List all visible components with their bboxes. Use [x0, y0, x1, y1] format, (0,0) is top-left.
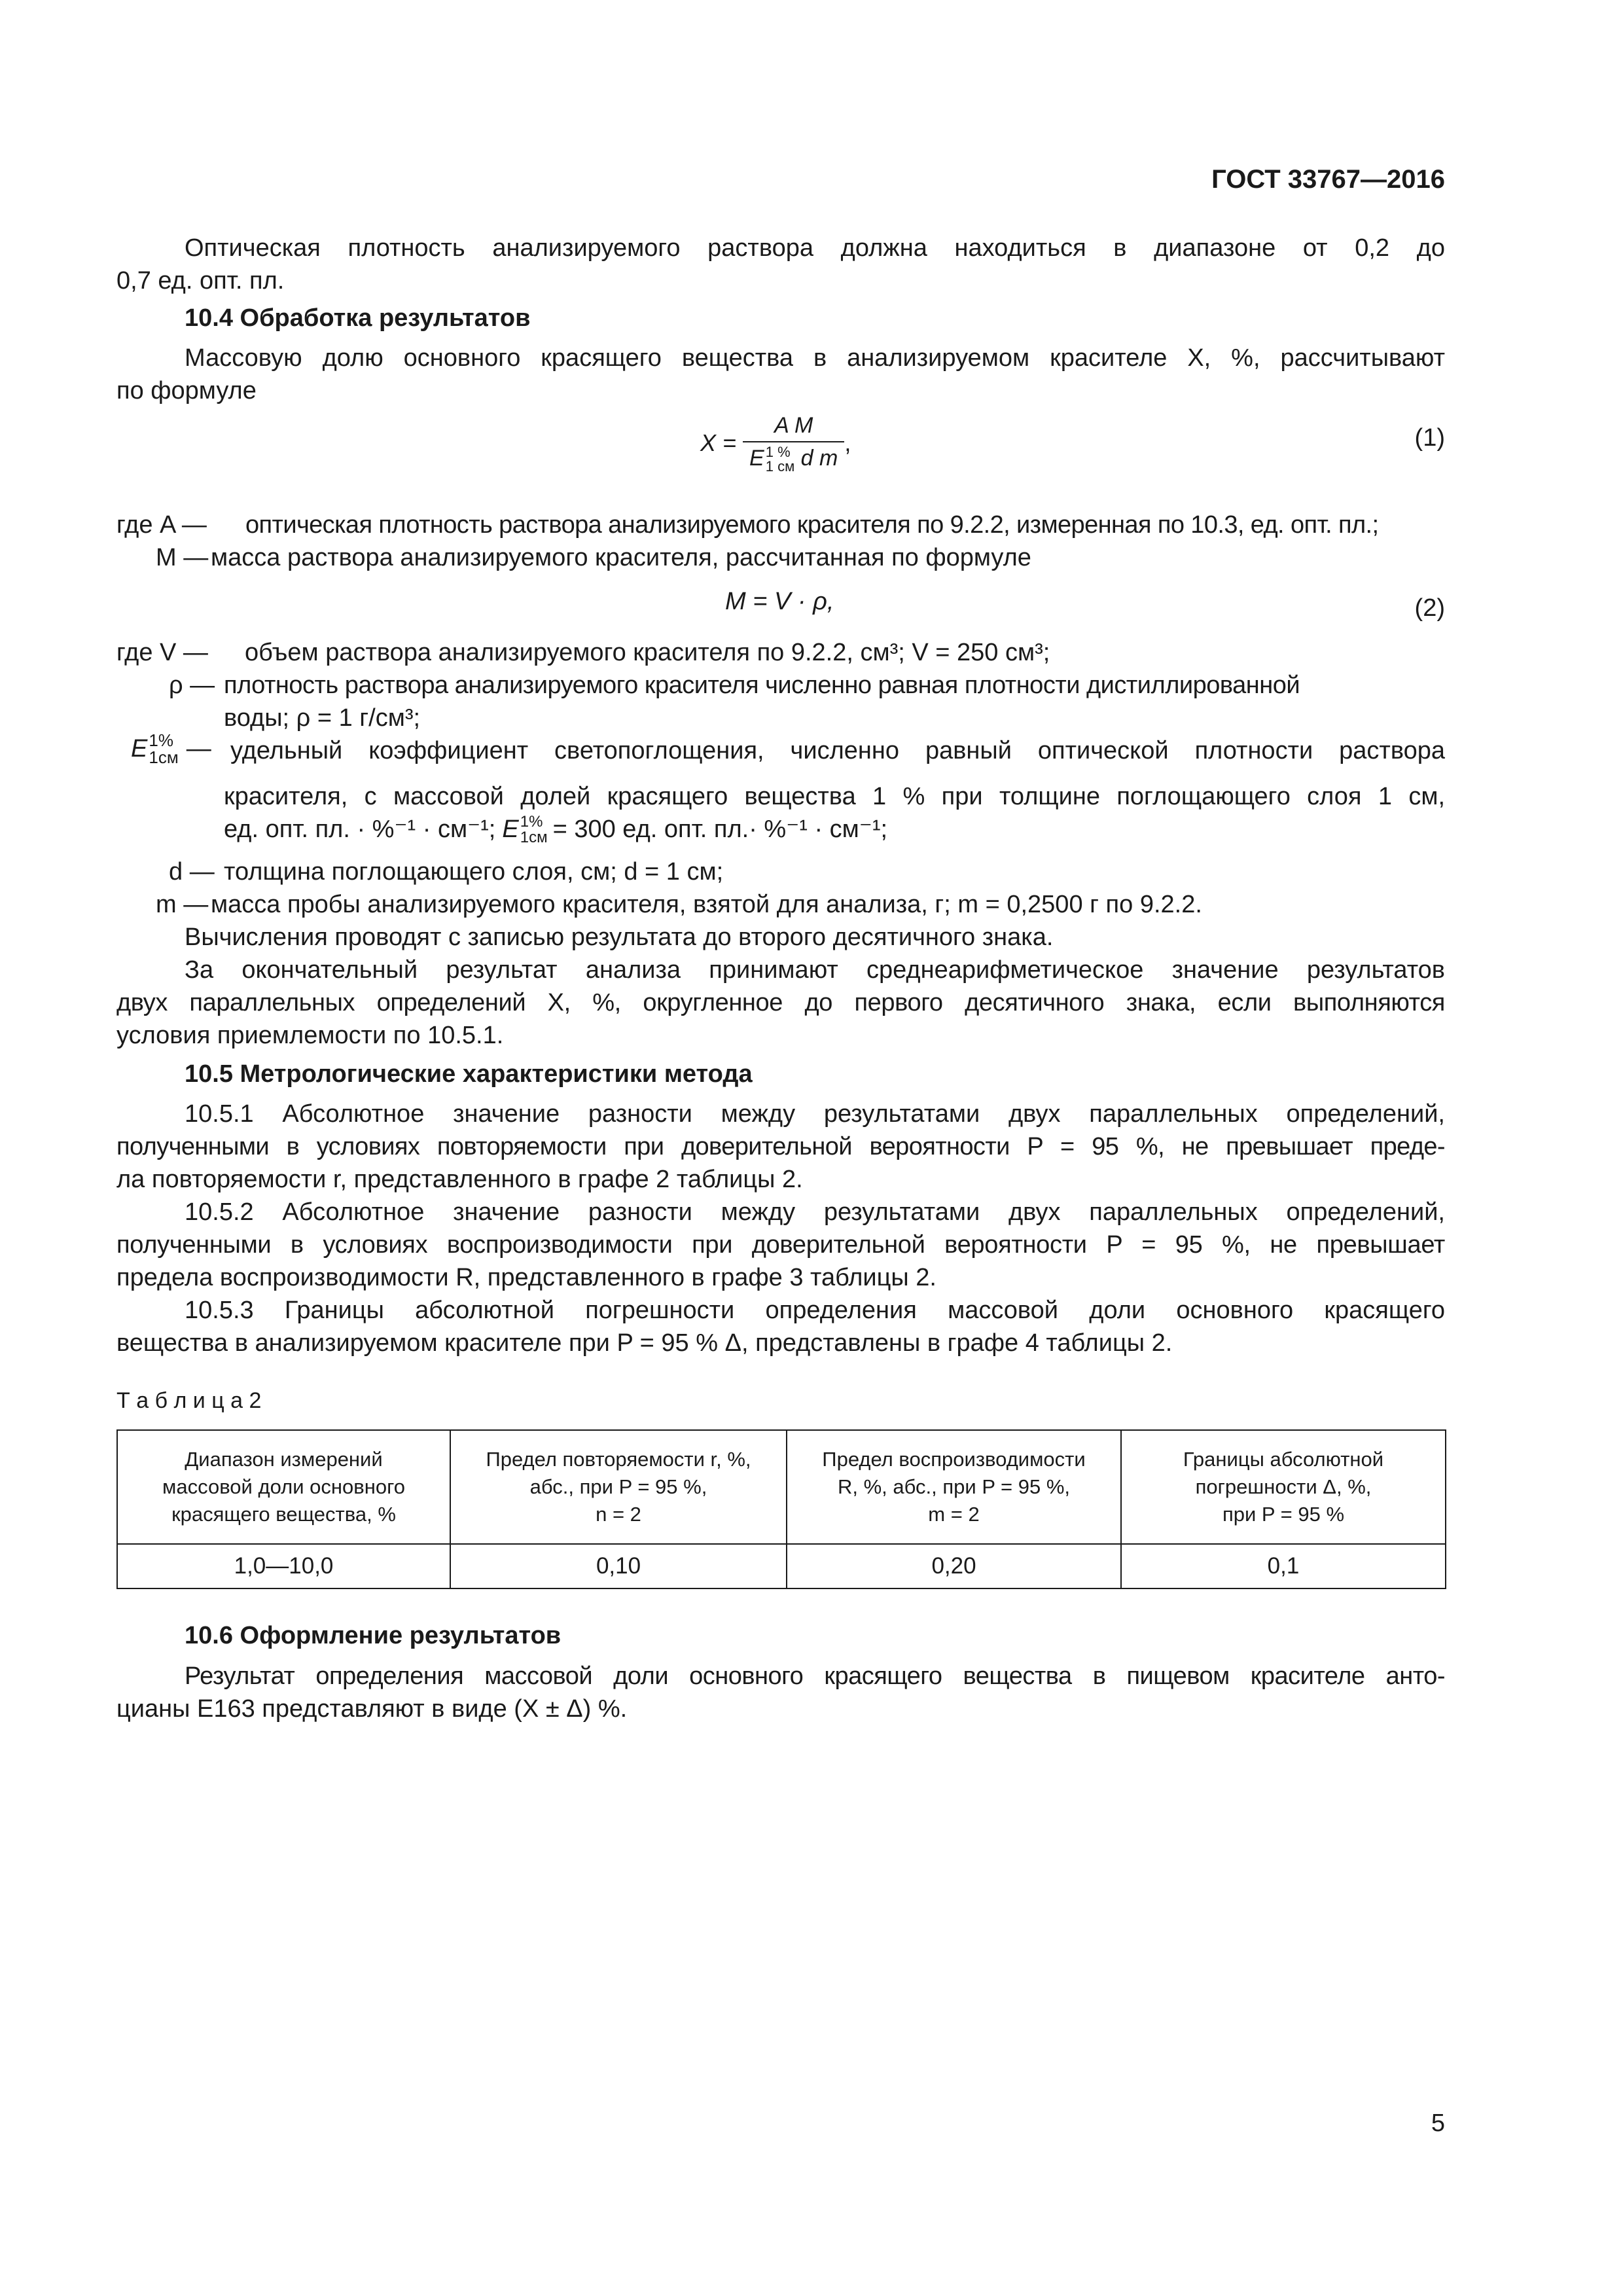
d-prefix: d —: [169, 858, 215, 886]
E-line-3-sub: 1см: [520, 828, 548, 846]
where-M: масса раствора анализируемого красителя, рассчитанная по формуле: [211, 544, 1031, 571]
formula-1-E: E: [749, 446, 764, 471]
table-row: [117, 1544, 1446, 1588]
cell-reproducibility: 0,20: [787, 1544, 1121, 1588]
formula-1-comma: ,: [844, 429, 851, 456]
header-err-l2: погрешности Δ, %,: [1195, 1475, 1372, 1498]
s105-p2-line-3: предела воспроизводимости R, представленного в графе 3 таблицы 2.: [116, 1264, 936, 1291]
header-repro-l2: R, %, абс., при P = 95 %,: [837, 1475, 1071, 1498]
rho-line-2: воды; ρ = 1 г/см³;: [224, 704, 421, 732]
header-range-l1: Диапазон измерений: [185, 1448, 383, 1471]
formula-1-E-sup: 1 %: [765, 444, 791, 461]
formula-1-label: (1): [1414, 424, 1445, 452]
s105-p3-line-2: вещества в анализируемом красителе при P = 95 % Δ, представлены в графе 4 таблицы 2.: [116, 1329, 1173, 1357]
header-err-l1: Границы абсолютной: [1183, 1448, 1384, 1471]
section-10-6-heading: 10.6 Оформление результатов: [185, 1622, 562, 1649]
s105-p2-line-2: полученными в условиях воспроизводимости при доверительной вероятности P = 95 %, не превышает: [116, 1231, 1445, 1259]
E-symbol: [131, 732, 211, 766]
final-line-2: двух параллельных определений X, %, округленное до первого десятичного знака, если выполняются: [116, 989, 1445, 1016]
E-line-3-sup: 1%: [520, 812, 543, 831]
calc-note: Вычисления проводят с записью результата до второго десятичного знака.: [185, 924, 1054, 951]
formula-1-E-sub: 1 см: [765, 458, 795, 475]
header-repro-l1: Предел воспроизводимости: [822, 1448, 1086, 1471]
table-header-row: [117, 1430, 1446, 1544]
E-symbol-sub: 1см: [149, 747, 179, 767]
s106-line-2: цианы Е163 представляют в виде (X ± Δ) %.: [116, 1695, 628, 1723]
formula-1-lhs: X =: [700, 429, 737, 456]
cell-error: 0,1: [1121, 1544, 1446, 1588]
s106-line-1: Результат определения массовой доли основного красящего вещества в пищевом красителе анто-: [185, 1662, 1445, 1690]
header-err-l3: при P = 95 %: [1222, 1503, 1345, 1526]
header-rep-l2: абс., при P = 95 %,: [529, 1475, 707, 1498]
E-line-2: красителя, с массовой долей красящего вещества 1 % при толщине поглощающего слоя 1 см,: [224, 783, 1445, 810]
section-10-5-heading: 10.5 Метрологические характеристики метода: [185, 1060, 753, 1088]
table-2: [116, 1429, 1446, 1589]
formula-1: [700, 412, 851, 474]
where-M-prefix: M —: [156, 544, 209, 571]
final-line-3: условия приемлемости по 10.5.1.: [116, 1022, 504, 1049]
formula-1-fraction: [743, 412, 844, 474]
s104-p1-line-1: Массовую долю основного красящего вещества в анализируемом красителе X, %, рассчитывают: [185, 344, 1445, 372]
header-repro-l3: m = 2: [928, 1503, 980, 1526]
E-line-3b: = 300 ед. опт. пл.· %⁻¹ · см⁻¹;: [552, 816, 888, 843]
formula-2: M = V · ρ,: [725, 588, 834, 615]
E-line-1: удельный коэффициент светопоглощения, численно равный оптической плотности раствора: [230, 737, 1445, 764]
s105-p1-line-3: ла повторяемости r, представленного в графе 2 таблицы 2.: [116, 1166, 803, 1193]
rho-line-1: плотность раствора анализируемого красителя численно равная плотности дистиллированной: [224, 672, 1300, 699]
where-A: оптическая плотность раствора анализируемого красителя по 9.2.2, измеренная по 10.3, ед. опт. пл.;: [245, 511, 1379, 539]
m-prefix: m —: [156, 891, 209, 918]
final-line-1: За окончательный результат анализа принимают среднеарифметическое значение результатов: [185, 956, 1445, 984]
formula-2-label: (2): [1414, 594, 1445, 622]
header-range-l2: массовой доли основного: [162, 1475, 405, 1498]
s105-p1-line-2: полученными в условиях повторяемости при доверительной вероятности P = 95 %, не превышает преде-: [116, 1133, 1445, 1160]
formula-1-denominator: [743, 441, 844, 474]
s105-p2-line-1: 10.5.2 Абсолютное значение разности между результатами двух параллельных определений,: [185, 1198, 1445, 1226]
intro-line-2: 0,7 ед. опт. пл.: [116, 267, 285, 295]
header-cell-error: [1121, 1430, 1446, 1544]
E-symbol-dash: —: [186, 734, 211, 762]
header-cell-range: [117, 1430, 450, 1544]
document-code: ГОСТ 33767—2016: [1211, 165, 1445, 194]
s105-p1-line-1: 10.5.1 Абсолютное значение разности между результатами двух параллельных определений,: [185, 1100, 1445, 1128]
m-text: масса пробы анализируемого красителя, взятой для анализа, г; m = 0,2500 г по 9.2.2.: [211, 891, 1202, 918]
E-symbol-letter: E: [131, 734, 148, 762]
cell-range: 1,0—10,0: [117, 1544, 450, 1588]
cell-repeatability: 0,10: [450, 1544, 787, 1588]
table-caption: Т а б л и ц а 2: [116, 1388, 262, 1413]
s105-p3-line-1: 10.5.3 Границы абсолютной погрешности определения массовой доли основного красящего: [185, 1297, 1445, 1324]
E-line-3: [224, 814, 887, 846]
intro-line-1: Оптическая плотность анализируемого раствора должна находиться в диапазоне от 0,2 до: [185, 234, 1445, 262]
rho-prefix: ρ —: [169, 672, 215, 699]
header-rep-l3: n = 2: [596, 1503, 641, 1526]
where-A-prefix: где A —: [116, 511, 207, 539]
E-symbol-sup: 1%: [149, 730, 173, 750]
header-cell-repeatability: [450, 1430, 787, 1544]
page-number: 5: [1431, 2109, 1445, 2137]
header-cell-reproducibility: [787, 1430, 1121, 1544]
d-text: толщина поглощающего слоя, см; d = 1 см;: [224, 858, 724, 886]
header-range-l3: красящего вещества, %: [171, 1503, 396, 1526]
where-V-prefix: где V —: [116, 639, 208, 666]
E-line-3-E: E: [502, 816, 519, 843]
section-10-4-heading: 10.4 Обработка результатов: [185, 304, 531, 332]
s104-p1-line-2: по формуле: [116, 377, 257, 404]
formula-1-numerator: A M: [774, 413, 813, 438]
where-V: объем раствора анализируемого красителя по 9.2.2, см³; V = 250 см³;: [245, 639, 1050, 666]
formula-1-den-rest: d m: [800, 446, 838, 471]
header-rep-l1: Предел повторяемости r, %,: [486, 1448, 751, 1471]
E-line-3a: ед. опт. пл. · %⁻¹ · см⁻¹;: [224, 816, 496, 843]
